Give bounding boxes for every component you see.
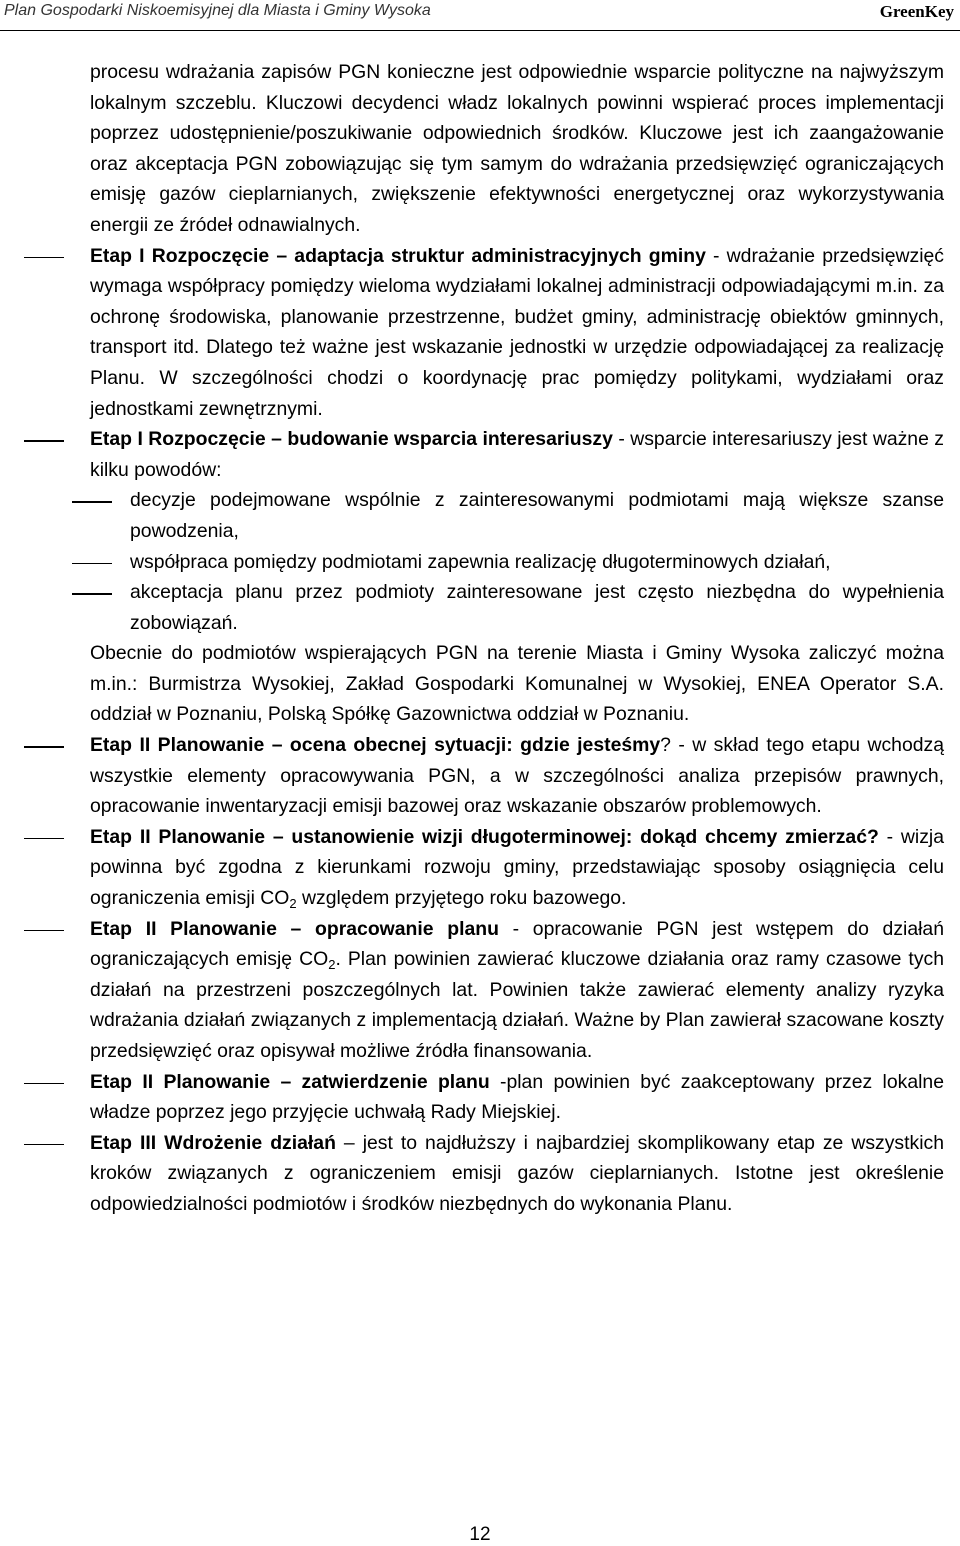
sub-list-item: [130, 547, 944, 578]
stage-title: Etap II Planowanie – ustanowienie wizji długoterminowej: dokąd chcemy zmierzać?: [90, 825, 879, 848]
sub-list-item: [130, 577, 944, 638]
stage-title: Etap I Rozpoczęcie – budowanie wsparcia interesariuszy: [90, 428, 613, 451]
stage-title: Etap II Planowanie – zatwierdzenie planu: [90, 1070, 490, 1093]
stage-text: - wsparcie interesariuszy jest ważne z kilku powodów:: [90, 428, 944, 481]
brand-logo-text: GreenKey: [879, 2, 954, 21]
document-title: Plan Gospodarki Niskoemisyjnej dla Miasta i Gminy Wysoka: [4, 2, 431, 19]
sub-list-item: [130, 485, 944, 546]
list-item-stage-2: [90, 424, 944, 730]
sub-item-text: decyzje podejmowane wspólnie z zainteresowanymi podmiotami mają większe szanse powodzenia,: [130, 489, 944, 542]
stage-text: - wizja powinna być zgodna z kierunkami rozwoju gminy, przedstawiając sposoby osiągnięcia celu ograniczenia emisji CO: [90, 825, 944, 910]
stage-text-continued: . Plan powinien zawierać kluczowe działania oraz ramy czasowe tych działań na przestrzeni poszczególnych lat. Powinien także zawierać elementy analizy ryzyka wdrażania działań związanych z implementacją działań. Ważne by Plan zawierał szacowane koszty przedsięwzięć oraz opisywał możliwe źródła finansowania.: [90, 948, 944, 1062]
sub-item-text: akceptacja planu przez podmioty zainteresowane jest często niezbędna do wypełnienia zobowiązań.: [130, 581, 944, 634]
list-item-stage-4: [90, 822, 944, 914]
page-header: [0, 0, 960, 31]
list-item-stage-1: [90, 241, 944, 425]
list-item-stage-7: [90, 1128, 944, 1220]
stage-text-continued: względem przyjętego roku bazowego.: [296, 887, 627, 910]
sub-item-text: współpraca pomiędzy podmiotami zapewnia realizację długoterminowych działań,: [130, 550, 831, 573]
subscript: 2: [289, 896, 297, 912]
stage-text: – jest to najdłuższy i najbardziej skomplikowany etap ze wszystkich kroków związanych z ograniczeniem emisji gazów cieplarnianych. Istotne jest określenie odpowiedzialności podmiotów i środków niezbędnych do wykonania Planu.: [90, 1131, 944, 1215]
stage-text: - opracowanie PGN jest wstępem do działań ograniczających emisję CO: [90, 917, 944, 971]
document-body: [90, 57, 944, 1220]
stage-text: ? - w skład tego etapu wchodzą wszystkie elementy opracowywania PGN, a w szczególności analiza przepisów prawnych, opracowanie inwentaryzacji emisji bazowej oraz wskazanie obszarów problemowych.: [90, 734, 944, 818]
list-item-stage-6: [90, 1067, 944, 1128]
subscript: 2: [328, 957, 336, 973]
stage-title: Etap II Planowanie – ocena obecnej sytuacji: gdzie jesteśmy: [90, 734, 661, 757]
stage-title: Etap II Planowanie – opracowanie planu: [90, 917, 499, 940]
list-item-stage-5: [90, 914, 944, 1067]
intro-paragraph: procesu wdrażania zapisów PGN konieczne jest odpowiednie wsparcie polityczne na najwyższym lokalnym szczeblu. Kluczowi decydenci władz lokalnych powinni wspierać proces implementacji poprzez udostępnienie/poszukiwanie odpowiednich środków. Kluczowe jest ich zaangażowanie oraz akceptacja PGN zobowiązując się tym samym do wdrażania przedsięwzięć ograniczających emisję gazów cieplarnianych, zwiększenie efektywności energetycznej oraz wykorzystywania energii ze źródeł odnawialnych.: [90, 61, 944, 236]
stage-text: - wdrażanie przedsięwzięć wymaga współpracy pomiędzy wieloma wydziałami lokalnej administracji odpowiadającymi m.in. za ochronę środowiska, planowanie przestrzenne, budżet gminy, administrację obiektów gminnych, transport itd. Dlatego też ważne jest wskazanie jednostki w urzędzie odpowiadającej za realizację Planu. W szczególności chodzi o koordynację prac pomiędzy politykami, wydziałami oraz jednostkami zewnętrznymi.: [90, 244, 944, 420]
page-number: 12: [469, 1524, 491, 1545]
stage-text: -plan powinien być zaakceptowany przez lokalne władze poprzez jego przyjęcie uchwałą Rady Miejskiej.: [90, 1070, 944, 1124]
stage-title: Etap I Rozpoczęcie – adaptacja struktur administracyjnych gminy: [90, 244, 706, 267]
stakeholders-paragraph: Obecnie do podmiotów wspierających PGN na terenie Miasta i Gminy Wysoka zaliczyć można m.in.: Burmistrza Wysokiej, Zakład Gospodarki Komunalnej w Wysokiej, ENEA Operator S.A. oddział w Poznaniu, Polską Spółkę Gazownictwa oddział w Poznaniu.: [90, 642, 944, 726]
list-item-stage-3: [90, 730, 944, 822]
stage-title: Etap III Wdrożenie działań: [90, 1131, 336, 1154]
sub-list: [130, 485, 944, 638]
